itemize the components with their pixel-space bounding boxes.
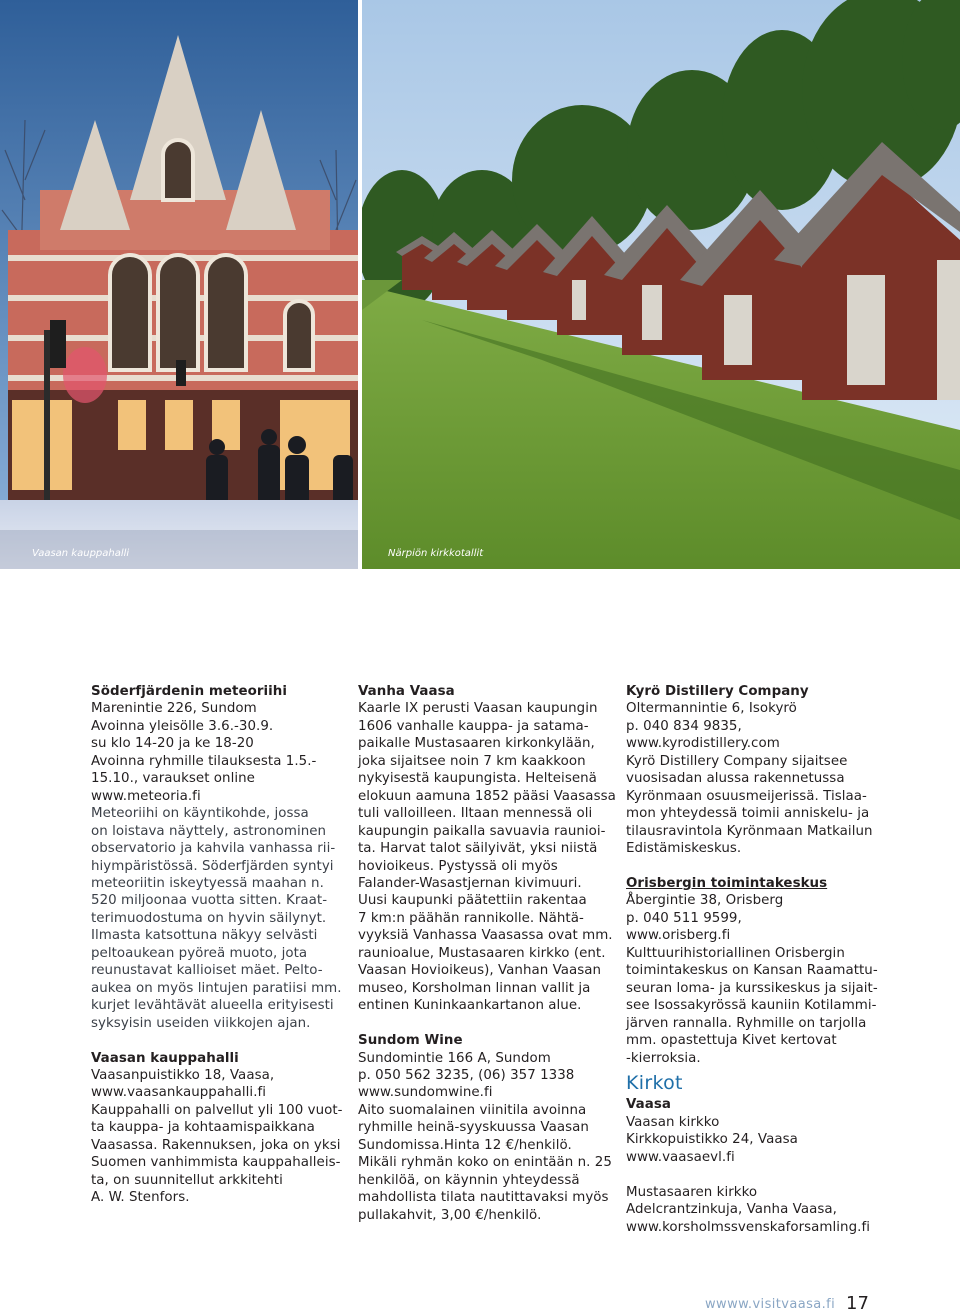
kyro-distillery-desc: mon yhteydessä toimii anniskelu- ja bbox=[626, 806, 870, 822]
sundom-wine-desc: Sundomissa.Hinta 12 €/henkilö. bbox=[358, 1137, 572, 1153]
column-3 bbox=[626, 683, 876, 1236]
photo-church-stables bbox=[362, 0, 960, 569]
sundom-wine-desc: mahdollista tilata nautittavaksi myös bbox=[358, 1190, 609, 1206]
meteoriihi-desc: peltoaukean pyöreä muoto, jota bbox=[91, 945, 308, 961]
meteoriihi-desc: meteoriitin iskeytyessä maahan n. bbox=[91, 875, 324, 891]
vanha-vaasa-desc: hovioikeus. Pystyssä oli myös bbox=[358, 858, 558, 874]
photo-caption-right: Närpiön kirkkotallit bbox=[388, 548, 484, 559]
vanha-vaasa-desc: joka sijaitsee noin 7 km kaakkoon bbox=[358, 753, 586, 769]
sundom-wine-desc: henkilöä, on käynnin yhteydessä bbox=[358, 1172, 580, 1188]
orisberg-desc: see Isossakyrössä kauniin Kotilammi- bbox=[626, 998, 877, 1014]
meteoriihi-hours: Avoinna yleisölle 3.6.-30.9. bbox=[91, 718, 274, 734]
kauppahalli-link[interactable]: www.vaasankauppahalli.fi bbox=[91, 1085, 267, 1101]
orisberg-desc: -kierroksia. bbox=[626, 1050, 701, 1066]
kyro-distillery-desc: vuosisadan alussa rakennetussa bbox=[626, 771, 845, 787]
vanha-vaasa-desc: paikalle Mustasaaren kirkonkylään, bbox=[358, 736, 595, 752]
kirkot-heading: Kirkot bbox=[626, 1072, 683, 1095]
vanha-vaasa-desc: elokuun aamuna 1852 pääsi Vaasassa bbox=[358, 788, 616, 804]
meteoriihi-desc: terimuodostuma on hyvin säilynyt. bbox=[91, 910, 327, 926]
meteoriihi-desc: observatorio ja kahvila vanhassa rii- bbox=[91, 841, 336, 857]
vanha-vaasa-desc: museo, Korsholman linnan vallit ja bbox=[358, 980, 591, 996]
meteoriihi-title: Söderfjärdenin meteoriihi bbox=[91, 684, 288, 699]
vanha-vaasa-title: Vanha Vaasa bbox=[358, 684, 455, 699]
kyro-distillery-phone: p. 040 834 9835, bbox=[626, 718, 742, 734]
orisberg-title: Orisbergin toimintakeskus bbox=[626, 876, 828, 892]
spacer bbox=[358, 1015, 608, 1033]
sundom-wine-desc: Mikäli ryhmän koko on enintään n. 25 bbox=[358, 1155, 612, 1171]
vanha-vaasa-desc: 1606 vanhalle kauppa- ja satama- bbox=[358, 718, 589, 734]
orisberg-desc: seuran loma- ja kurssikeskus ja sijait- bbox=[626, 980, 878, 996]
orisberg-desc: mm. opastettuja Kivet kertovat bbox=[626, 1033, 837, 1049]
sundom-wine-desc: ryhmille heinä-syyskuussa Vaasan bbox=[358, 1120, 589, 1136]
spacer bbox=[626, 1166, 876, 1184]
meteoriihi-desc: on loistava näyttely, astronominen bbox=[91, 823, 327, 839]
page-number: 17 bbox=[846, 1293, 869, 1314]
sundom-wine-desc: pullakahvit, 3,00 €/henkilö. bbox=[358, 1207, 542, 1223]
vanha-vaasa-desc: Uusi kaupunki päätettiin rakentaa bbox=[358, 893, 587, 909]
spacer bbox=[626, 858, 876, 876]
sundom-wine-title: Sundom Wine bbox=[358, 1033, 463, 1049]
kyro-distillery-address: Oltermannintie 6, Isokyrö bbox=[626, 701, 797, 717]
meteoriihi-link[interactable]: www.meteoria.fi bbox=[91, 788, 201, 804]
sundom-wine-desc: Aito suomalainen viinitila avoinna bbox=[358, 1102, 587, 1118]
photo-caption-left: Vaasan kauppahalli bbox=[32, 548, 130, 559]
vanha-vaasa-desc: tuli valloilleen. Iltaan mennessä oli bbox=[358, 806, 593, 822]
kauppahalli-title: Vaasan kauppahalli bbox=[91, 1050, 239, 1066]
vanha-vaasa-desc: vyyksiä Vanhassa Vaasassa ovat mm. bbox=[358, 928, 613, 944]
kauppahalli-desc: Kauppahalli on palvellut yli 100 vuot- bbox=[91, 1102, 343, 1118]
kyro-distillery-desc: Edistämiskeskus. bbox=[626, 841, 742, 857]
sundom-wine-link[interactable]: www.sundomwine.fi bbox=[358, 1085, 493, 1101]
meteoriihi-desc: syksyisin useiden viikkojen ajan. bbox=[91, 1015, 311, 1031]
church-stables-image bbox=[362, 0, 960, 569]
vaasa-subheading: Vaasa bbox=[626, 1097, 671, 1113]
kyro-distillery-link[interactable]: www.kyrodistillery.com bbox=[626, 736, 780, 752]
mustasaaren-kirkko-link[interactable]: www.korsholmssvenskaforsamling.fi bbox=[626, 1219, 870, 1235]
kauppahalli-desc: Suomen vanhimmista kauppahalleis- bbox=[91, 1155, 341, 1171]
kyro-distillery-desc: Kyrönmaan osuusmeijerissä. Tislaa- bbox=[626, 788, 867, 804]
column-2 bbox=[358, 683, 616, 1224]
vanha-vaasa-desc: 7 km:n päähän rannikolle. Nähtä- bbox=[358, 910, 584, 926]
orisberg-phone: p. 040 511 9599, bbox=[626, 910, 742, 926]
meteoriihi-desc: reunustavat kallioiset mäet. Pelto- bbox=[91, 963, 323, 979]
footer-url[interactable]: wwww.visitvaasa.fi bbox=[705, 1297, 836, 1312]
mustasaaren-kirkko-address: Adelcrantzinkuja, Vanha Vaasa, bbox=[626, 1202, 837, 1218]
orisberg-desc: Kulttuurihistoriallinen Orisbergin bbox=[626, 945, 845, 961]
meteoriihi-desc: Meteoriihi on käyntikohde, jossa bbox=[91, 806, 309, 822]
meteoriihi-address: Marenintie 226, Sundom bbox=[91, 701, 257, 717]
vanha-vaasa-desc: Falander-Wasastjernan kivimuuri. bbox=[358, 875, 582, 891]
meteoriihi-hours-2: su klo 14-20 ja ke 18-20 bbox=[91, 736, 254, 752]
vanha-vaasa-desc: kaupungin paikalla savuavia raunioi- bbox=[358, 823, 606, 839]
meteoriihi-desc: 520 miljoonaa vuotta sitten. Kraat- bbox=[91, 893, 328, 909]
column-1 bbox=[91, 683, 343, 1207]
sundom-wine-phone: p. 050 562 3235, (06) 357 1338 bbox=[358, 1068, 575, 1084]
meteoriihi-booking: 15.10., varaukset online bbox=[91, 771, 255, 787]
vaasan-kirkko-address: Kirkkopuistikko 24, Vaasa bbox=[626, 1132, 798, 1148]
meteoriihi-desc: kurjet levähtävät alueella erityisesti bbox=[91, 998, 334, 1014]
vaasan-kirkko-link[interactable]: www.vaasaevl.fi bbox=[626, 1149, 735, 1165]
sundom-wine-address: Sundomintie 166 A, Sundom bbox=[358, 1050, 551, 1066]
kyro-distillery-desc: tilausravintola Kyrönmaan Matkailun bbox=[626, 823, 873, 839]
spacer bbox=[91, 1032, 336, 1050]
mustasaaren-kirkko: Mustasaaren kirkko bbox=[626, 1184, 758, 1200]
photo-market-hall bbox=[0, 0, 358, 569]
orisberg-desc: toimintakeskus on Kansan Raamattu- bbox=[626, 963, 878, 979]
orisberg-desc: järven rannalla. Ryhmille on tarjolla bbox=[626, 1015, 867, 1031]
kauppahalli-desc: ta, on suunnitellut arkkitehti bbox=[91, 1172, 283, 1188]
kauppahalli-desc: Vaasassa. Rakennuksen, joka on yksi bbox=[91, 1137, 341, 1153]
kyro-distillery-title: Kyrö Distillery Company bbox=[626, 684, 809, 699]
meteoriihi-desc: aukea on myös lintujen paratiisi mm. bbox=[91, 980, 342, 996]
orisberg-link[interactable]: www.orisberg.fi bbox=[626, 928, 731, 944]
vanha-vaasa-desc: ta. Harvat talot säilyivät, yksi niistä bbox=[358, 841, 598, 857]
vaasan-kirkko: Vaasan kirkko bbox=[626, 1114, 720, 1130]
orisberg-address: Åbergintie 38, Orisberg bbox=[626, 893, 784, 909]
kauppahalli-address: Vaasanpuistikko 18, Vaasa, bbox=[91, 1068, 275, 1084]
kauppahalli-desc: A. W. Stenfors. bbox=[91, 1190, 190, 1206]
kyro-distillery-desc: Kyrö Distillery Company sijaitsee bbox=[626, 753, 848, 769]
vanha-vaasa-desc: Kaarle IX perusti Vaasan kaupungin bbox=[358, 701, 598, 717]
meteoriihi-groups: Avoinna ryhmille tilauksesta 1.5.- bbox=[91, 753, 317, 769]
market-hall-image bbox=[0, 0, 358, 569]
vanha-vaasa-desc: Vaasan Hovioikeus), Vanhan Vaasan bbox=[358, 963, 602, 979]
meteoriihi-desc: Ilmasta katsottuna näkyy selvästi bbox=[91, 928, 318, 944]
kauppahalli-desc: ta kauppa- ja kohtaamispaikkana bbox=[91, 1120, 315, 1136]
meteoriihi-desc: hiympäristössä. Söderfjärden syntyi bbox=[91, 858, 334, 874]
vanha-vaasa-desc: raunioalue, Mustasaaren kirkko (ent. bbox=[358, 945, 606, 961]
vanha-vaasa-desc: nykyisestä kaupungista. Helteisenä bbox=[358, 771, 597, 787]
vanha-vaasa-desc: entinen Kuninkaankartanon alue. bbox=[358, 998, 582, 1014]
